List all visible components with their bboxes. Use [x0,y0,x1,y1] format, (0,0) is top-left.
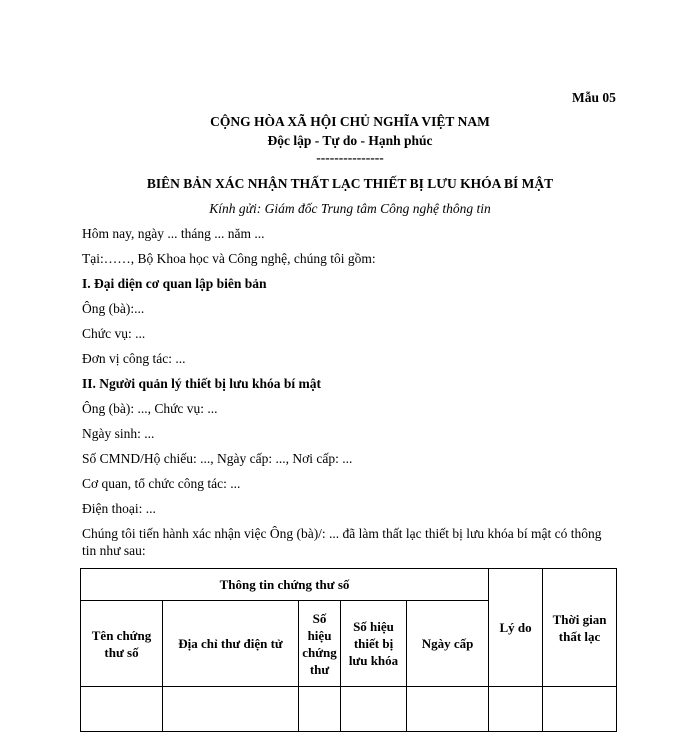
motto: Độc lập - Tự do - Hạnh phúc [267,133,433,148]
date-line: Hôm nay, ngày ... tháng ... năm ... [82,226,265,241]
recipient: Kính gửi: Giám đốc Trung tâm Công nghệ thông tin [209,201,491,216]
col-reason-label: Lý do [499,620,532,635]
certificate-table [80,568,617,732]
col-lost-time-label: Thời gian thất lạc [552,611,607,644]
section2-heading: II. Người quản lý thiết bị lưu khóa bí mật [82,376,321,391]
col-key-no-label: Số hiệu thiết bị lưu khóa [348,619,399,668]
section2-id: Số CMND/Hộ chiếu: ..., Ngày cấp: ..., Nơi cấp: ... [82,451,353,466]
confirm-line-1: Chúng tôi tiến hành xác nhận việc Ông (bà)/: ... đã làm thất lạc thiết bị lưu khóa bí mật có thông [82,526,602,541]
col-cert-no [299,601,341,687]
group-header-cell [81,569,489,601]
col-key-no [341,601,407,687]
col-issue-date [407,601,489,687]
section2-org: Cơ quan, tổ chức công tác: ... [82,476,241,491]
col-lost-time [543,569,617,687]
table-cell [299,687,341,732]
place-line: Tại:……, Bộ Khoa học và Công nghệ, chúng tôi gồm: [82,251,376,266]
document-title: BIÊN BẢN XÁC NHẬN THẤT LẠC THIẾT BỊ LƯU KHÓA BÍ MẬT [146,176,554,191]
group-header: Thông tin chứng thư số [219,577,350,592]
confirm-line-2: tin như sau: [82,543,146,558]
col-email [163,601,299,687]
table-cell [407,687,489,732]
section2-phone: Điện thoại: ... [82,501,156,516]
form-number: Mẫu 05 [572,90,616,105]
section1-heading: I. Đại diện cơ quan lập biên bản [82,276,267,291]
section1-position: Chức vụ: ... [82,326,146,341]
section2-name-position: Ông (bà): ..., Chức vụ: ... [82,401,218,416]
country-header: CỘNG HÒA XÃ HỘI CHỦ NGHĨA VIỆT NAM [210,114,490,129]
col-email-label: Địa chỉ thư điện tử [178,636,283,651]
col-cert-no-label: Số hiệu chứng thư [302,610,337,677]
table-cell [81,687,163,732]
section1-name: Ông (bà):... [82,301,145,316]
table-cell [341,687,407,732]
col-cert-name-label: Tên chứng thư số [91,627,152,660]
table-cell [163,687,299,732]
col-reason [489,569,543,687]
col-cert-name [81,601,163,687]
section2-dob: Ngày sinh: ... [82,426,155,441]
col-issue-date-label: Ngày cấp [421,636,474,651]
table-cell [489,687,543,732]
separator: --------------- [316,150,384,165]
section1-unit: Đơn vị công tác: ... [82,351,186,366]
table-cell [543,687,617,732]
